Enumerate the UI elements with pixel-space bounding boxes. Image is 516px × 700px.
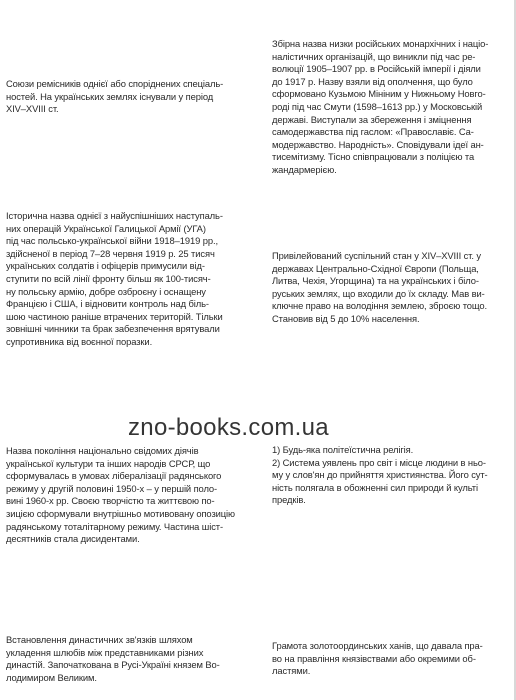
definition-card-black-hundreds: Збірна назва низки російських монархічних і націо- налістичних організацій, що виникли під час ре- волюції 1905–1907 рр. в Російській імперії і діяли до 1917 р. Назву взяли від ополчення, що було сформовано Кузьмою Мініним у Нижньому Новго- роді під час Смути (1598–1613 рр.) у Московській державі. Виступали за збереження і зміцнення самодержавства під гаслом: «Православіє. Са- модержавство. Народність». Сповідували ідеї ан- тисемітизму. Тісно співпрацювали з поліцією та жандармерією. bbox=[272, 38, 489, 175]
definition-card-paganism: 1) Будь-яка політеїстична релігія. 2) Система уявлень про світ і місце людини в ньо- му у слов'ян до прийняття християнства. Його сут- ність полягала в обожненні сил природи й культі предків. bbox=[272, 444, 488, 506]
definition-card-dynastic-marriages: Встановлення династичних зв'язків шляхом укладення шлюбів між представниками різних династій. Започаткована в Русі-Україні князем Во- лодимиром Великим. bbox=[6, 634, 220, 683]
definition-card-guilds: Союзи ремісників однієї або споріднених спеціаль- ностей. На українських землях існували у період XIV–XVIII ст. bbox=[6, 78, 224, 115]
definition-card-gentry: Привілейований суспільний стан у XIV–XVIII ст. у державах Центрально-Східної Європи (Польща, Литва, Чехія, Угорщина) та на українських і біло- руських землях, що входили до їх складу. Мав ви- ключне право на володіння землею, зброєю тощо. Становив від 5 до 10% населення. bbox=[272, 250, 488, 324]
watermark-text: zno-books.com.ua bbox=[128, 414, 329, 441]
definition-card-yarlyk: Грамота золотоординських ханів, що давала пра- во на правління князівствами або окремими об- ластями. bbox=[272, 640, 483, 677]
definition-card-chortkiv-offensive: Історична назва однієї з найуспішніших наступаль- них операцій Української Галицької Армії (УГА) під час польсько-української війни 1918–1919 рр., здійсненої в період 7–28 червня 1919 р. 25 тисяч українських солдатів і офіцерів примусили від- ступити по всій лінії фронту більш як 100-тисяч- ну польську армію, добре озброєну і оснащену Францією і США, і відновити контроль над біль- шою частиною раніше втрачених територій. Тільки зовнішні чинники та брак забезпечення врятували супротивника від воєнної поразки. bbox=[6, 210, 223, 347]
definition-card-sixtiers: Назва покоління національно свідомих діячів української культури та інших народів СРСР, що сформувалась в умовах лібералізації радянського режиму у другій половині 1950-х – у першій поло- вині 1960-х рр. Своєю творчістю та життєвою по- зицією сформували внутрішньо мотивовану опозицію радянському тоталітарному режиму. Частина шіст- десятників стала дисидентами. bbox=[6, 445, 235, 545]
